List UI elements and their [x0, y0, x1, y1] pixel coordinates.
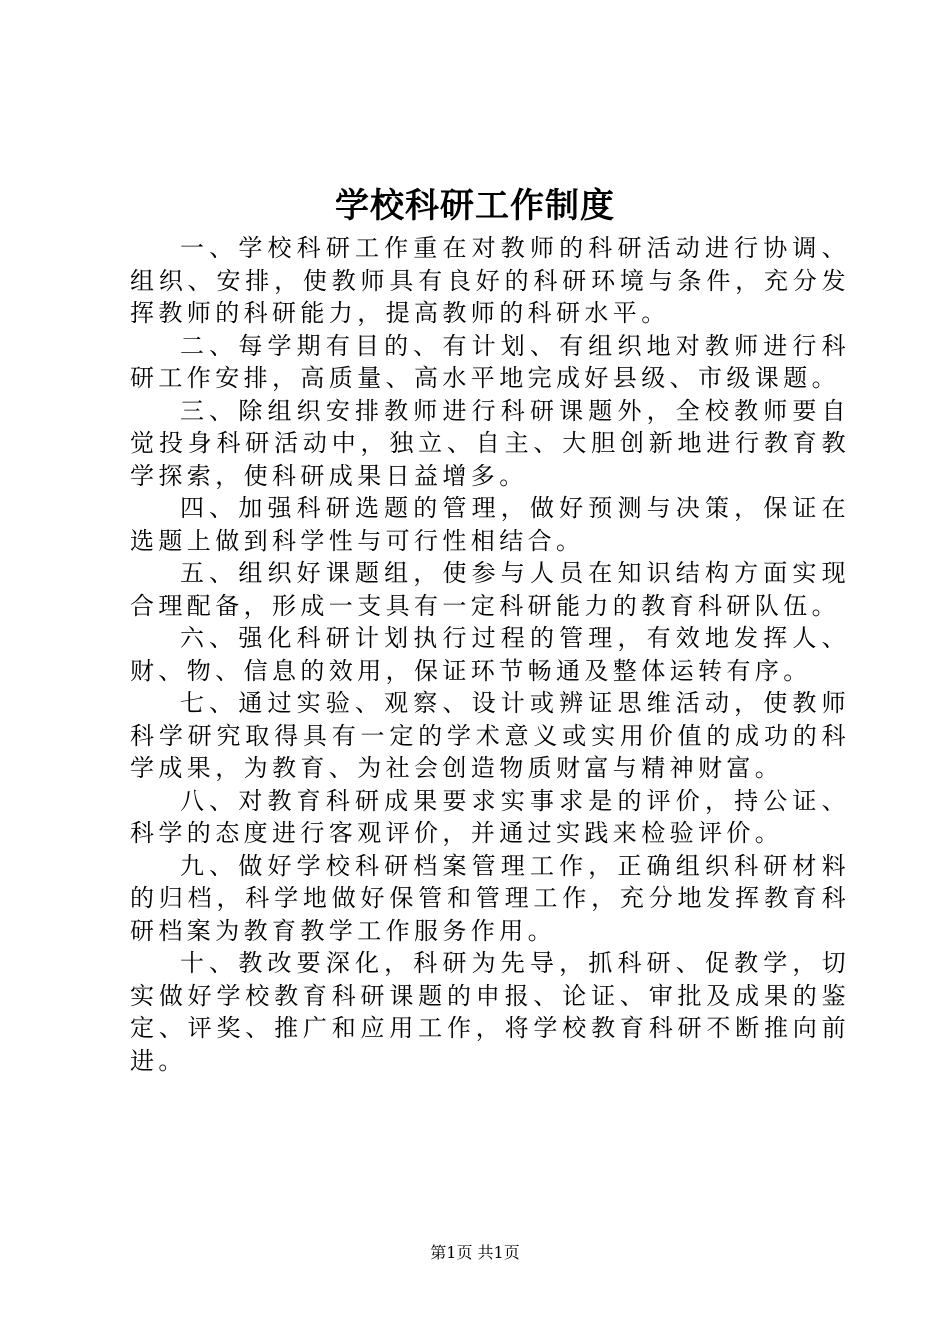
- paragraph-5: 五、组织好课题组，使参与人员在知识结构方面实现合理配备，形成一支具有一定科研能力的教育科研队伍。: [130, 559, 850, 620]
- page-footer: 第1页 共1页: [430, 1243, 520, 1262]
- document-body: [130, 232, 850, 1077]
- document-title: 学校科研工作制度: [335, 186, 615, 226]
- paragraph-2: 二、每学期有目的、有计划、有组织地对教师进行科研工作安排，高质量、高水平地完成好县级、市级课题。: [130, 331, 850, 392]
- paragraph-10: 十、教改要深化，科研为先导，抓科研、促教学，切实做好学校教育科研课题的申报、论证、审批及成果的鉴定、评奖、推广和应用工作，将学校教育科研不断推向前进。: [130, 949, 850, 1075]
- paragraph-8: 八、对教育科研成果要求实事求是的评价，持公证、科学的态度进行客观评价，并通过实践来检验评价。: [130, 786, 850, 847]
- paragraph-1: 一、学校科研工作重在对教师的科研活动进行协调、组织、安排，使教师具有良好的科研环境与条件，充分发挥教师的科研能力，提高教师的科研水平。: [130, 234, 850, 327]
- paragraph-9: 九、做好学校科研档案管理工作，正确组织科研材料的归档，科学地做好保管和管理工作，充分地发挥教育科研档案为教育教学工作服务作用。: [130, 851, 850, 945]
- paragraph-6: 六、强化科研计划执行过程的管理，有效地发挥人、财、物、信息的效用，保证环节畅通及整体运转有序。: [130, 624, 850, 685]
- paragraph-4: 四、加强科研选题的管理，做好预测与决策，保证在选题上做到科学性与可行性相结合。: [130, 494, 850, 555]
- paragraph-7: 七、通过实验、观察、设计或辨证思维活动，使教师科学研究取得具有一定的学术意义或实用价值的成功的科学成果，为教育、为社会创造物质财富与精神财富。: [130, 689, 850, 782]
- paragraph-3: 三、除组织安排教师进行科研课题外，全校教师要自觉投身科研活动中，独立、自主、大胆创新地进行教育教学探索，使科研成果日益增多。: [130, 396, 850, 490]
